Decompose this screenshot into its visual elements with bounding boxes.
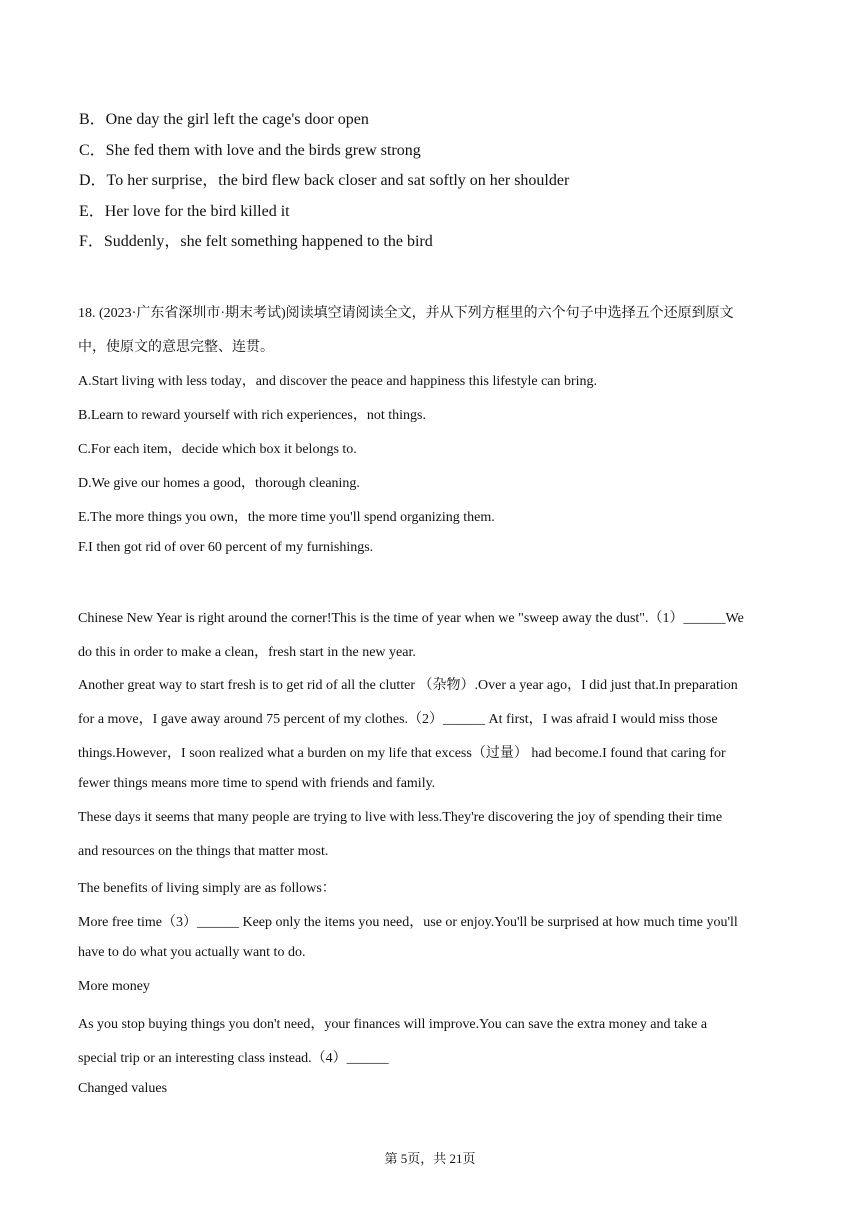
option-c: C．She fed them with love and the birds grew strong: [79, 142, 421, 159]
passage-subheading: More money: [78, 979, 150, 994]
passage-line: and resources on the things that matter most.: [78, 844, 329, 859]
passage-line: special trip or an interesting class instead.（4）______: [78, 1051, 389, 1066]
question-option-c: C.For each item，decide which box it belongs to.: [78, 442, 357, 457]
passage-line: things.However，I soon realized what a burden on my life that excess（过量） had become.I found that caring for: [78, 746, 726, 761]
question-option-d: D.We give our homes a good，thorough cleaning.: [78, 476, 360, 491]
option-d: D．To her surprise，the bird flew back closer and sat softly on her shoulder: [79, 172, 570, 189]
passage-line: fewer things means more time to spend with friends and family.: [78, 776, 436, 791]
question-header-line-1: 18. (2023·广东省深圳市·期末考试)阅读填空请阅读全文，并从下列方框里的六个句子中选择五个还原到原文: [78, 306, 734, 321]
question-option-f: F.I then got rid of over 60 percent of my furnishings.: [78, 540, 374, 555]
passage-line: have to do what you actually want to do.: [78, 945, 306, 960]
passage-line: do this in order to make a clean，fresh start in the new year.: [78, 645, 416, 660]
passage-line: Another great way to start fresh is to get rid of all the clutter （杂物）.Over a year ago，I did just that.In preparation: [78, 678, 738, 693]
page-footer: 第 5页，共 21页: [384, 1151, 476, 1166]
passage-line: The benefits of living simply are as follows：: [78, 881, 336, 896]
option-f: F．Suddenly，she felt something happened to the bird: [79, 233, 433, 250]
question-header-line-2: 中，使原文的意思完整、连贯。: [78, 340, 274, 355]
passage-line: As you stop buying things you don't need，your finances will improve.You can save the extra money and take a: [78, 1017, 708, 1032]
question-option-b: B.Learn to reward yourself with rich experiences，not things.: [78, 408, 426, 423]
question-option-e: E.The more things you own，the more time you'll spend organizing them.: [78, 510, 495, 525]
passage-line: These days it seems that many people are trying to live with less.They're discovering the joy of spending their time: [78, 810, 723, 825]
passage-line: Chinese New Year is right around the corner!This is the time of year when we "sweep away the dust".（1）______We: [78, 611, 744, 626]
passage-line: More free time（3）______ Keep only the items you need，use or enjoy.You'll be surprised at how much time you'll: [78, 915, 738, 930]
passage-line: for a move，I gave away around 75 percent of my clothes.（2）______ At first，I was afraid I would miss those: [78, 712, 718, 727]
passage-subheading: Changed values: [78, 1081, 168, 1096]
question-option-a: A.Start living with less today，and discover the peace and happiness this lifestyle can bring.: [78, 374, 598, 389]
option-b: B．One day the girl left the cage's door open: [79, 111, 369, 128]
option-e: E．Her love for the bird killed it: [79, 203, 290, 220]
